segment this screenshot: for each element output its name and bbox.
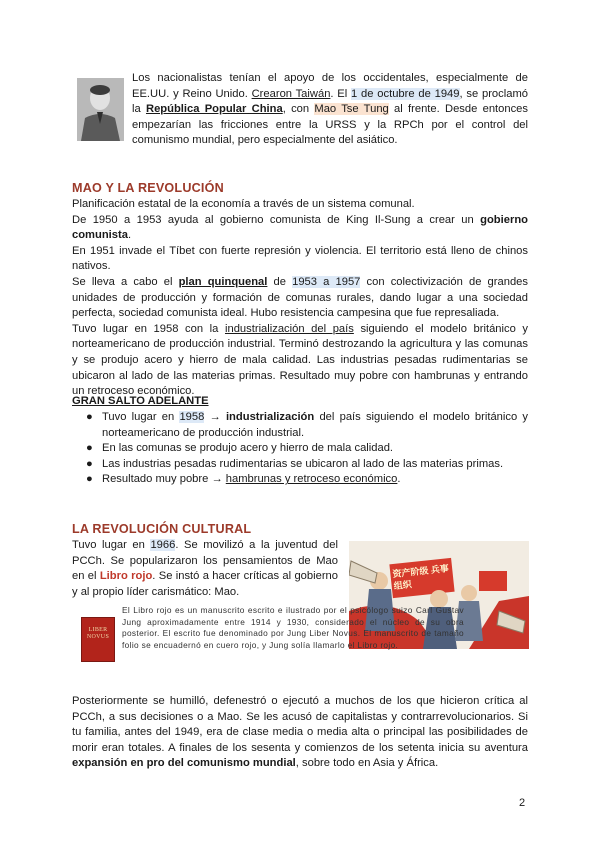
book-cover-title: LIBER NOVUS [86, 627, 110, 640]
mao-body [72, 197, 528, 400]
intro-text: Los nacionalistas tenían el apoyo de los occidentales, especialmente de EE.UU. y Reino Unido. [132, 72, 528, 100]
intro-text: , con [282, 103, 315, 116]
mao-p4: Se lleva a cabo el plan quinquenal de 1953 a 1957 con colectivización de grandes unidades de producción y formación de comunas rurales, dando lugar a una sociedad perfecta, sociedad comunista ideal. Hubo resistencia campesina que fue represaliada. [72, 275, 528, 320]
section-heading-salto: GRAN SALTO ADELANTE [72, 395, 209, 407]
taiwan-link: Crearon Taiwán [251, 87, 331, 100]
portrait-photo-icon [77, 78, 124, 141]
intro-paragraph [132, 71, 528, 149]
intro-text: . El [330, 87, 352, 100]
red-book-caption: El Libro rojo es un manuscrito escrito e ilustrado por el psicólogo suizo Carl Gustav Jung aproximadamente entre 1914 y 1930, considerado el núcleo de su obra posterior. El escrito fue denominado por Jung Liber Novus. El manuscrito de tamaño folio se encuadernó en cuero rojo, y Jung solía llamarlo el Libro rojo. [122, 605, 464, 650]
mao-p1: Planificación estatal de la economía a través de un sistema comunal. [72, 198, 415, 210]
section-heading-cultural: LA REVOLUCIÓN CULTURAL [72, 522, 252, 536]
list-item: ● Las industrias pesadas rudimentarias se ubicaron al lado de las materias primas. [72, 457, 528, 473]
red-book-cover [81, 617, 115, 662]
bullet-icon: ● [86, 442, 93, 455]
closing-paragraph: Posteriormente se humilló, defenestró o ejecutó a muchos de los que hicieron crítica al PCCh, a sus decisiones o a Mao. Se les acusó de capitalistas y contrarrevolucionarios. Si tu familia, antes del 1949, era de clase media o media alta o principal las posibilidades de morir eran totales. A finales de los sesenta y comienzos de los setenta inicia su aventura expansión en pro del comunismo mundial, sobre todo en Asia y África. [72, 695, 528, 770]
mao-p5: Tuvo lugar en 1958 con la industrialización del país siguiendo el modelo británico y norteamericano de producción industrial. Terminó destrozando la agricultura y las comunas y se produjo acero y hierro de mala calidad. Las industrias pesadas rudimentarias se ubicaron al lado de las materias primas. Resultado muy pobre con hambrunas y entrando un retroceso económico. [72, 322, 529, 398]
mao-portrait [77, 78, 124, 141]
bullet-icon: ● [86, 411, 93, 423]
section-heading-mao: MAO Y LA REVOLUCIÓN [72, 181, 224, 195]
rpc-term: República Popular China [145, 103, 283, 116]
list-item: ● Resultado muy pobre → hambrunas y retroceso económico. [72, 472, 528, 488]
salto-list [72, 410, 528, 488]
page-number: 2 [519, 797, 526, 809]
mao-p3: En 1951 invade el Tíbet con fuerte represión y violencia. El territorio está lleno de chinos nativos. [72, 244, 528, 273]
bullet-icon: ● [86, 473, 93, 486]
cultural-paragraph: Tuvo lugar en 1966. Se movilizó a la juventud del PCCh. Se popularizaron los pensamientos de Mao en el Libro rojo. Se instó a hacer críticas al gobierno y al propio líder carismático: Mao. [72, 539, 338, 598]
intro-text: al frente. Desde entonces empezarían las fricciones entre la URSS y la RPCh por el control del comunismo mundial, pero especialmente del asiático. [132, 103, 529, 147]
bullet-icon: ● [86, 457, 93, 470]
intro-text: , se proclamó la [132, 87, 528, 116]
date-highlight: 1 de octubre de 1949 [351, 87, 460, 100]
list-item: ● En las comunas se produjo acero y hierro de mala calidad. [72, 441, 528, 457]
mao-highlight: Mao Tse Tung [314, 103, 389, 116]
mao-p2: De 1950 a 1953 ayuda al gobierno comunista de King Il-Sung a crear un gobierno comunista. [72, 213, 528, 242]
list-item: ● Tuvo lugar en 1958 → industrialización del país siguiendo el modelo británico y norteamericano de producción industrial. [86, 411, 529, 439]
poster-banner-text: 资产阶级 兵事组织 [392, 563, 450, 592]
